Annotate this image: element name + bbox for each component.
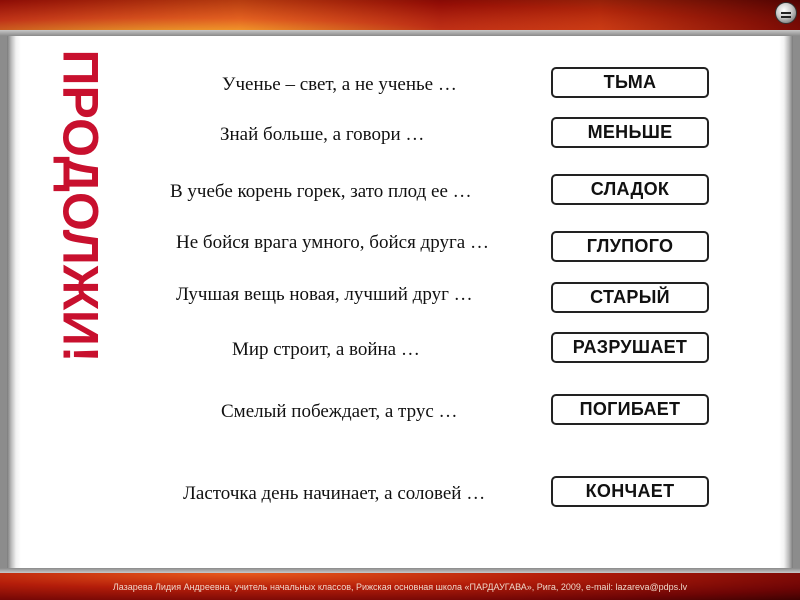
proverb-phrase-3: В учебе корень горек, зато плод ее … — [170, 181, 472, 202]
answer-box-2[interactable]: МЕНЬШЕ — [551, 117, 709, 148]
side-title-text: ПРОДОЛЖИ! — [52, 49, 108, 363]
answer-box-3[interactable]: СЛАДОК — [551, 174, 709, 205]
proverb-phrase-8: Ласточка день начинает, а соловей … — [183, 483, 486, 504]
answer-box-8[interactable]: КОНЧАЕТ — [551, 476, 709, 507]
footer-bar — [0, 573, 800, 600]
answer-box-7[interactable]: ПОГИБАЕТ — [551, 394, 709, 425]
proverb-phrase-4: Не бойся врага умного, бойся друга … — [176, 232, 489, 253]
top-decorative-bar — [0, 0, 800, 30]
proverb-phrase-5: Лучшая вещь новая, лучший друг … — [176, 284, 473, 305]
answer-box-1[interactable]: ТЬМА — [551, 67, 709, 98]
answer-box-6[interactable]: РАЗРУШАЕТ — [551, 332, 709, 363]
proverb-phrase-6: Мир строит, а война … — [232, 339, 420, 360]
answer-box-4[interactable]: ГЛУПОГО — [551, 231, 709, 262]
menu-icon[interactable] — [775, 2, 797, 24]
proverb-phrase-2: Знай больше, а говори … — [220, 124, 425, 145]
proverb-phrase-1: Ученье – свет, а не ученье … — [222, 74, 457, 95]
answer-box-5[interactable]: СТАРЫЙ — [551, 282, 709, 313]
side-title — [15, 49, 145, 363]
proverb-phrase-7: Смелый побеждает, а трус … — [221, 401, 458, 422]
footer-credit: Лазарева Лидия Андреевна, учитель начальных классов, Рижская основная школа «ПАРДАУГАВА», Рига, 2009, e-mail: lazareva@pdps.lv — [112, 581, 688, 592]
